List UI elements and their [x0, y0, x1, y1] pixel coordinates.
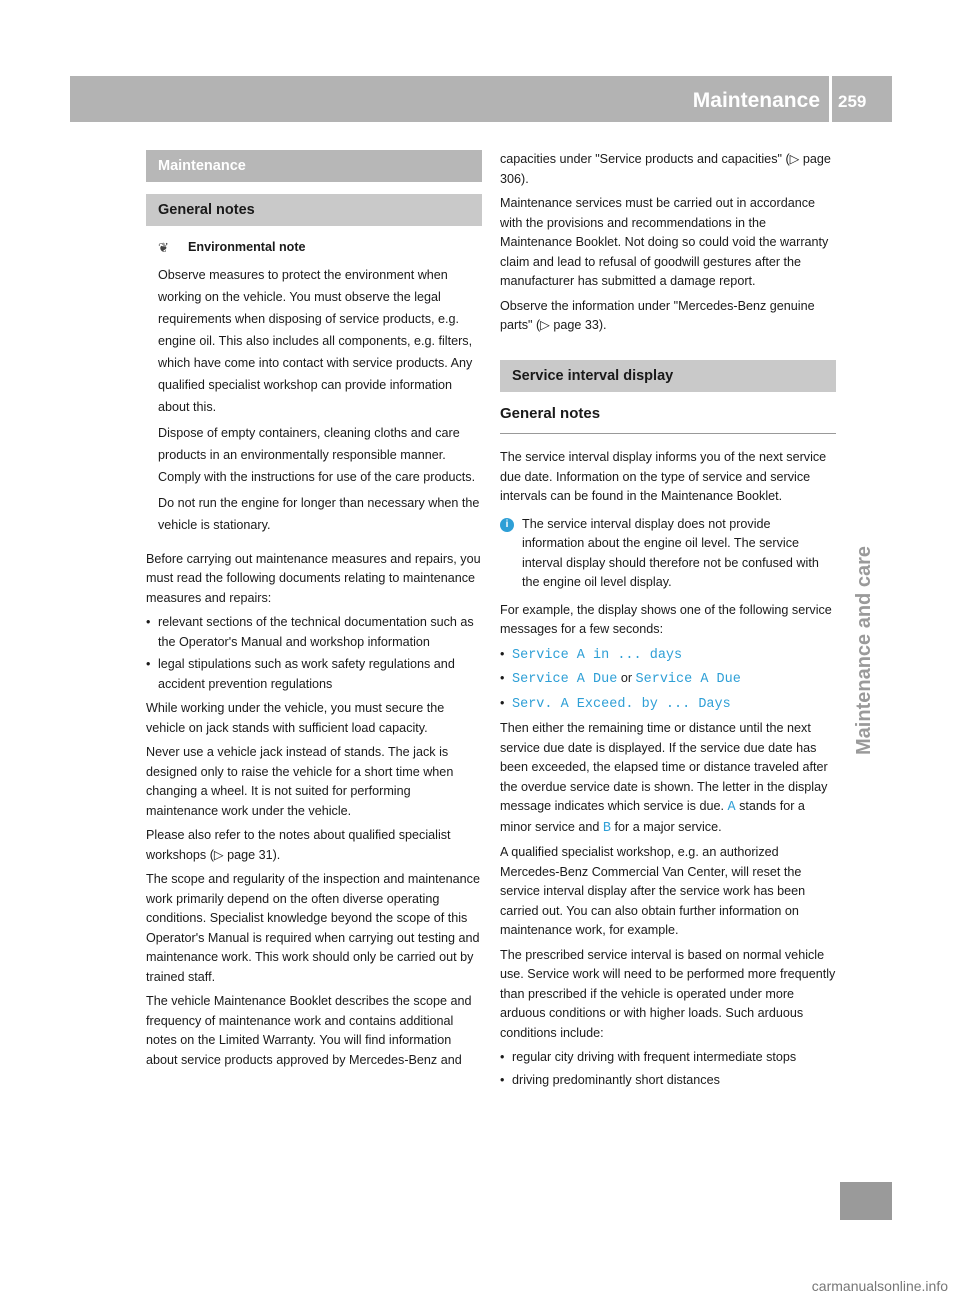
service-message: Service A Due [512, 672, 618, 687]
info-note-text: The service interval display does not provide information about the engine oil level. The service interval display should therefore not be confused with the engine oil level display. [522, 516, 819, 589]
right-column [500, 150, 836, 1095]
service-message: Service A in ... days [512, 647, 683, 663]
leaf-icon: ❦ [158, 240, 169, 255]
subheading: General notes [500, 404, 836, 435]
list-item: • driving predominantly short distances [500, 1071, 836, 1091]
bullet-list [146, 613, 482, 694]
service-message-list [500, 645, 836, 715]
paragraph [500, 719, 836, 838]
section-heading: Maintenance [146, 150, 482, 182]
left-column [146, 150, 482, 1075]
environmental-note-text: Observe measures to protect the environment when working on the vehicle. You must observe the legal requirements when disposing of service products, e.g. engine oil. This also includes all components, e.g. filters, which have come into contact with service products. Any qualified specialist workshop can provide information about this. [158, 267, 473, 414]
list-item: • relevant sections of the technical documentation such as the Operator's Manual and workshop information [146, 613, 482, 652]
environmental-note-header [158, 238, 482, 258]
chapter-tab [842, 500, 886, 800]
service-letter: A [727, 800, 736, 815]
page-title: Maintenance [692, 89, 820, 112]
info-icon: i [500, 518, 514, 532]
paragraph: Maintenance services must be carried out in accordance with the provisions and recommendations in the Maintenance Booklet. Not doing so could void the warranty claim and lead to refusal of goodwill gestures after the manufacturer has submitted a damage report. [500, 196, 829, 288]
service-message: Service A Due [635, 672, 741, 687]
list-item [500, 669, 836, 690]
page-number: 259 [838, 92, 867, 111]
paragraph: Observe the information under "Mercedes-Benz genuine parts" (▷ page 33). [500, 298, 815, 332]
header-separator [829, 76, 832, 122]
list-item [500, 694, 836, 715]
environmental-note [146, 238, 482, 536]
paragraph-text: Then either the remaining time or distance until the next service due date is displayed. If the service due date has been exceeded, the elapsed time or distance traveled after the overdue service date is shown. The letter in the display message indicates which service is due. [500, 721, 828, 813]
info-note [500, 515, 836, 593]
environmental-note-title: Environmental note [188, 240, 306, 254]
paragraph: The prescribed service interval is based on normal vehicle use. Service work will need to be performed more frequently than prescribed if the vehicle is operated under more arduous conditions or with higher loads. Such arduous conditions include: [500, 947, 836, 1040]
paragraph: A qualified specialist workshop, e.g. an authorized Mercedes-Benz Commercial Van Center, will reset the service interval display after the service work has been carried out. You can also obtain further information on maintenance work, for example. [500, 845, 806, 937]
subsection-heading: General notes [146, 194, 482, 226]
list-item: • legal stipulations such as work safety regulations and accident prevention regulations [146, 655, 482, 694]
paragraph: The vehicle Maintenance Booklet describes the scope and frequency of maintenance work and contains additional notes on the Limited Warranty. You will find information about service products approved by Mercedes-Benz and [146, 994, 472, 1067]
environmental-note-text: Do not run the engine for longer than necessary when the vehicle is stationary. [158, 495, 480, 532]
paragraph: While working under the vehicle, you must secure the vehicle on jack stands with sufficient load capacity. [146, 701, 445, 735]
paragraph-text: stands for a minor service and [500, 799, 805, 834]
environmental-note-text: Dispose of empty containers, cleaning cloths and care products in an environmentally responsible manner. Comply with the instructions for use of the care products. [158, 425, 476, 484]
bullet-list [500, 1048, 836, 1090]
section-heading: Service interval display [500, 360, 836, 392]
paragraph: The service interval display informs you of the next service due date. Information on the type of service and service intervals can be found in the Maintenance Booklet. [500, 450, 827, 503]
paragraph: For example, the display shows one of the following service messages for a few seconds: [500, 602, 832, 636]
chapter-tab-label: Maintenance and care [852, 545, 875, 755]
chapter-tab-marker [840, 1182, 892, 1220]
paragraph: Before carrying out maintenance measures and repairs, you must read the following documents relating to maintenance measures and repairs: [146, 551, 481, 605]
service-message: Serv. A Exceed. by ... Days [512, 696, 731, 712]
list-item [500, 645, 836, 666]
paragraph: Never use a vehicle jack instead of stands. The jack is designed only to raise the vehicle for a short time when changing a wheel. It is not suited for performing maintenance work under the vehicle. [146, 745, 454, 818]
paragraph-text: for a major service. [611, 819, 722, 834]
paragraph: The scope and regularity of the inspection and maintenance work primarily depend on the often diverse operating conditions. Specialist knowledge beyond the scope of this Operator's Manual is required when carrying out testing and maintenance work. This work should only be carried out by trained staff. [146, 872, 480, 984]
list-item: • regular city driving with frequent intermediate stops [500, 1048, 836, 1068]
footer-watermark: carmanualsonline.info [811, 1278, 948, 1294]
paragraph: Please also refer to the notes about qualified specialist workshops (▷ page 31). [146, 828, 451, 862]
service-letter: B [602, 820, 611, 836]
paragraph: capacities under "Service products and capacities" (▷ page 306). [500, 152, 831, 186]
or-text: or [617, 671, 636, 685]
